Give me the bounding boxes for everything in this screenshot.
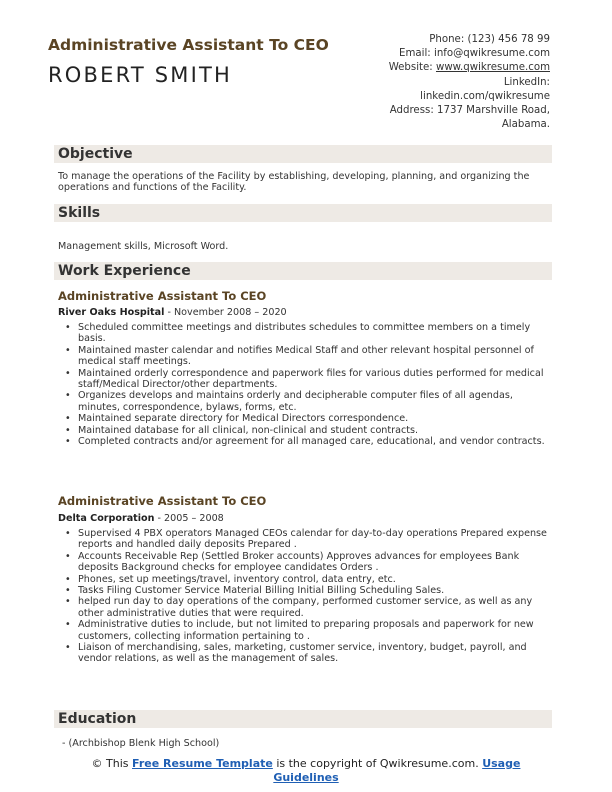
list-item: • Organizes develops and maintains orderly and decipherable computer files of all agendas, minutes, correspondence, bylaws, forms, etc. [58, 390, 552, 413]
list-item: • Administrative duties to include, but not limited to preparing proposals and paperwork for new customers, collecting information pertaining to . [58, 619, 552, 642]
objective-text: To manage the operations of the Facility by establishing, developing, planning, and organizing the operations and functions of the Facility. [58, 171, 530, 194]
free-resume-template-link[interactable]: Free Resume Template [132, 757, 273, 770]
experience-2-bullets [58, 528, 552, 665]
list-item: • helped run day to day operations of the company, performed customer service, as well as any other administrative duties that were required. [58, 596, 552, 619]
list-item: • Scheduled committee meetings and distributes schedules to committee members on a timely basis. [58, 322, 552, 345]
work-experience-heading: Work Experience [54, 262, 552, 280]
address-line1: 1737 Marshville Road, [437, 105, 550, 117]
experience-2-company: Delta Corporation [58, 513, 155, 524]
footer [0, 757, 612, 784]
contact-phone [310, 33, 550, 47]
list-item: • Maintained separate directory for Medical Directors correspondence. [58, 413, 552, 424]
list-item: • Maintained master calendar and notifies Medical Staff and other relevant hospital personnel of medical staff meetings. [58, 345, 552, 368]
website-label: Website: [388, 62, 433, 74]
email-value: info@qwikresume.com [433, 48, 550, 60]
phone-label: Phone: [429, 34, 465, 45]
contact-linkedin-value: linkedin.com/qwikresume [420, 90, 550, 102]
list-item: • Supervised 4 PBX operators Managed CEOs calendar for day-to-day operations Prepared expense reports and handled daily deposits Prepared . [58, 528, 552, 551]
list-item: • Phones, set up meetings/travel, inventory control, data entry, etc. [58, 574, 552, 585]
usage-guidelines-link-part2[interactable]: Guidelines [273, 770, 339, 784]
experience-1-company: River Oaks Hospital [58, 307, 165, 318]
experience-2-title: Administrative Assistant To CEO [58, 494, 267, 508]
experience-1-dates: - November 2008 – 2020 [164, 307, 287, 318]
contact-block [310, 33, 550, 132]
experience-1-bullets [58, 322, 552, 447]
list-item: • Maintained database for all clinical, non-clinical and student contracts. [58, 425, 552, 436]
email-label: Email: [399, 48, 431, 60]
list-item: • Completed contracts and/or agreement for all managed care, educational, and vendor contracts. [58, 436, 552, 447]
list-item: • Maintained orderly correspondence and paperwork files for various duties performed for medical staff/Medical Director/other departments. [58, 368, 552, 391]
phone-value: (123) 456 78 99 [467, 34, 550, 45]
footer-middle: is the copyright of Qwikresume.com. [272, 757, 483, 770]
address-label: Address: [389, 105, 434, 117]
website-link[interactable]: www.qwikresume.com [435, 62, 550, 74]
address-line2: Alabama. [501, 119, 550, 131]
experience-1-company-line [58, 307, 287, 318]
skills-heading: Skills [54, 204, 552, 222]
candidate-name: ROBERT SMITH [48, 63, 233, 87]
contact-address [310, 104, 550, 118]
contact-email [310, 47, 550, 61]
experience-1-title: Administrative Assistant To CEO [58, 289, 267, 303]
usage-guidelines-link-part1[interactable]: Usage [482, 757, 521, 770]
footer-prefix: © This [91, 757, 133, 770]
contact-website [310, 61, 550, 75]
header-job-title: Administrative Assistant To CEO [48, 36, 329, 54]
contact-linkedin-label: LinkedIn: [503, 76, 550, 88]
education-item: - (Archbishop Blenk High School) [62, 738, 220, 749]
list-item: • Liaison of merchandising, sales, marketing, customer service, inventory, budget, payroll, and vendor relations, as well as the management of sales. [58, 642, 552, 665]
objective-heading: Objective [54, 145, 552, 163]
experience-2-dates: - 2005 – 2008 [154, 513, 224, 524]
list-item: • Accounts Receivable Rep (Settled Broker accounts) Approves advances for employees Bank deposits Background checks for employee candidates Orders . [58, 551, 552, 574]
experience-2-company-line [58, 513, 224, 524]
skills-text: Management skills, Microsoft Word. [58, 241, 229, 252]
education-heading: Education [54, 710, 552, 728]
list-item: • Tasks Filing Customer Service Material Billing Initial Billing Scheduling Sales. [58, 585, 552, 596]
